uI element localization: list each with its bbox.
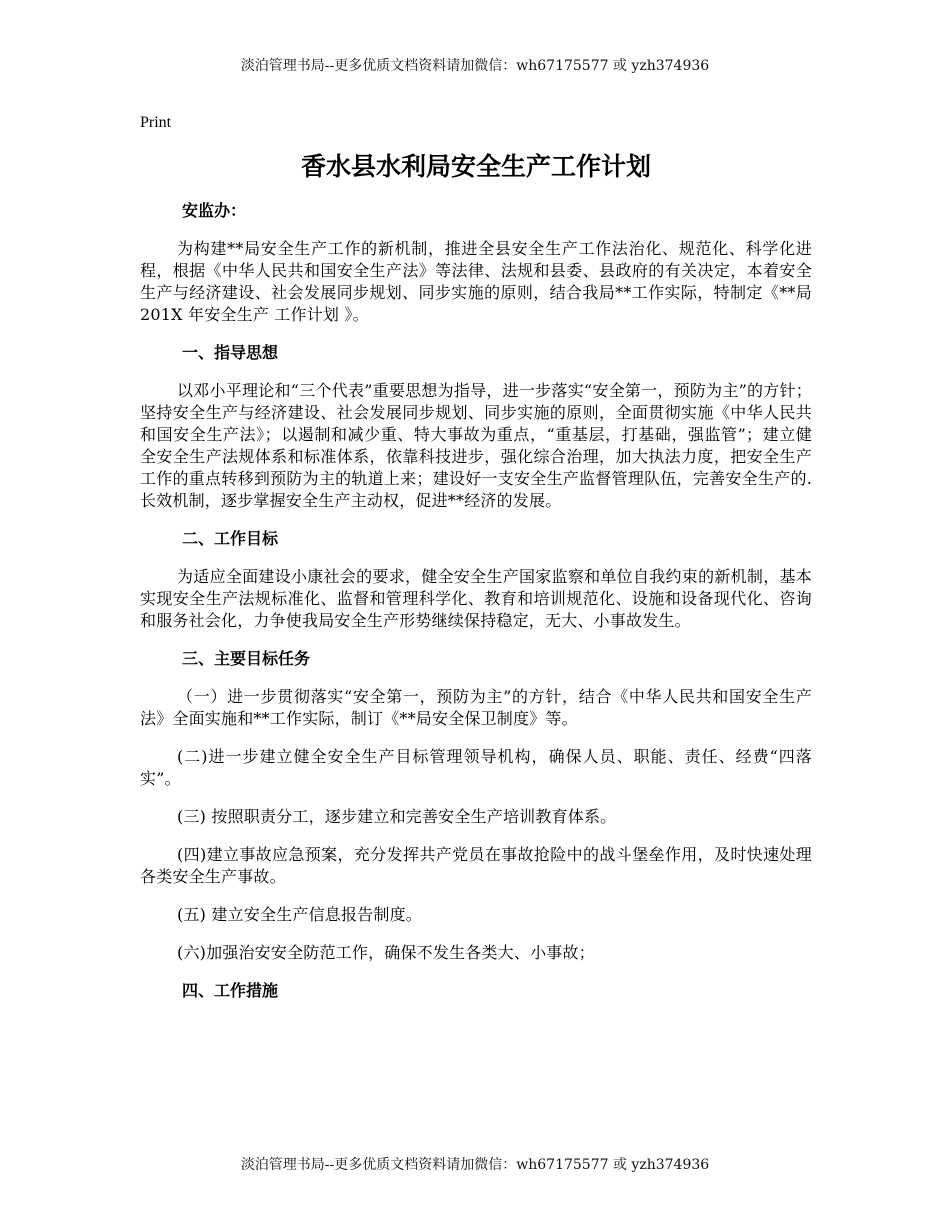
guiding-paragraph: 以邓小平理论和“三个代表”重要思想为指导，进一步落实“安全第一，预防为主”的方针；坚持安全生产与经济建设、社会发展同步规划、同步实施的原则，全面贯彻实施《中华人民共和国安全生产法》；以遏制和减少重、特大事故为重点，“重基层，打基础，强监管”；建立健全安全生产法规体系和标准体系，依靠科技进步，强化综合治理，加大执法力度，把安全生产工作的重点转移到预防为主的轨道上来；建设好一支安全生产监督管理队伍，完善安全生产的.长效机制，逐步掌握安全生产主动权，促进**经济的发展。 (140, 381, 812, 510)
task-item-3: (三) 按照职责分工，逐步建立和完善安全生产培训教育体系。 (177, 807, 617, 826)
addressee: 安监办： (182, 201, 247, 220)
intro-paragraph: 为构建**局安全生产工作的新机制，推进全县安全生产工作法治化、规范化、科学化进程，根据《中华人民共和国安全生产法》等法律、法规和县委、县政府的有关决定，本着安全生产与经济建设、社会发展同步规划、同步实施的原则，结合我局**工作实际，特制定《**局 201X 年安全生产 工作计划 》。 (140, 239, 812, 324)
section-heading-measures: 四、工作措施 (182, 981, 279, 1000)
section-heading-goals: 二、工作目标 (182, 529, 279, 548)
section-heading-guiding: 一、指导思想 (182, 343, 279, 362)
task-item-2: (二)进一步建立健全安全生产目标管理领导机构，确保人员、职能、责任、经费“四落实”。 (140, 747, 812, 788)
section-heading-tasks: 三、主要目标任务 (182, 649, 311, 668)
goals-paragraph: 为适应全面建设小康社会的要求，健全安全生产国家监察和单位自我约束的新机制，基本实现安全生产法规标准化、监督和管理科学化、教育和培训规范化、设施和设备现代化、咨询和服务社会化，力争使我局安全生产形势继续保持稳定，无大、小事故发生。 (140, 567, 812, 630)
document-body (140, 112, 812, 1018)
page-footer: 淡泊管理书局--更多优质文档资料请加微信：wh67175577 或 yzh374936 (240, 1157, 710, 1173)
task-item-1: （一）进一步贯彻落实“安全第一，预防为主”的方针，结合《中华人民共和国安全生产法》全面实施和**工作实际，制订《**局安全保卫制度》等。 (140, 687, 812, 728)
page-header: 淡泊管理书局--更多优质文档资料请加微信：wh67175577 或 yzh374936 (240, 58, 710, 74)
task-item-6: (六)加强治安安全防范工作，确保不发生各类大、小事故； (177, 943, 595, 962)
print-label: Print (140, 114, 172, 131)
document-title: 香水县水利局安全生产工作计划 (300, 152, 651, 181)
task-item-4: (四)建立事故应急预案，充分发挥共产党员在事故抢险中的战斗堡垒作用，及时快速处理各类安全生产事故。 (140, 845, 812, 886)
task-item-5: (五) 建立安全生产信息报告制度。 (177, 905, 422, 924)
